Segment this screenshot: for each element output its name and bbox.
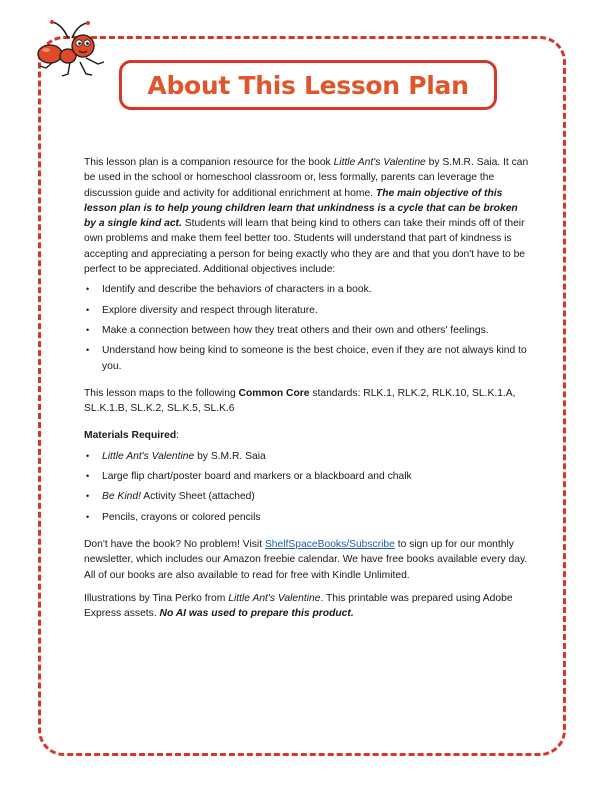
main-objective-emphasis: The main objective of this lesson plan is to help young children learn that unkindness is a cycle that can be broken by a single kind act. <box>84 187 518 230</box>
materials-heading-line <box>84 428 530 443</box>
materials-colon: : <box>176 430 180 442</box>
subscribe-link[interactable]: ShelfSpaceBooks/Subscribe <box>264 538 395 550</box>
materials-list <box>84 449 530 525</box>
activity-sheet-title: Be Kind! <box>102 491 141 503</box>
intro-text-2: by S.M.R. Saia. It can be used in the school or homeschool classroom or, less formally, parents can leverage the discussion guide and activity for additional enrichment at home. <box>84 157 529 199</box>
list-item: • Identify and describe the behaviors of characters in a book. <box>84 282 530 297</box>
list-item: • Explore diversity and respect through literature. <box>84 303 530 318</box>
standards-list: standards: RLK.1, RLK.2, RLK.10, SL.K.1.A, SL.K.1.B, SL.K.2, SL.K.5, SL.K.6 <box>84 387 516 415</box>
no-ai-statement: No AI was used to prepare this product. <box>159 608 354 620</box>
page-title: About This Lesson Plan <box>147 70 469 100</box>
list-item: • Large flip chart/poster board and markers or a blackboard and chalk <box>84 469 530 484</box>
book-title-italic: Little Ant's Valentine <box>333 157 426 168</box>
intro-text-1: This lesson plan is a companion resource for the book <box>84 157 334 168</box>
promo-text-1: Don't have the book? No problem! Visit <box>84 538 265 550</box>
credits-book-title: Little Ant's Valentine <box>228 592 321 604</box>
materials-heading: Materials Required <box>84 430 177 442</box>
list-item <box>84 449 530 464</box>
promo-paragraph <box>84 537 530 583</box>
list-item: • Pencils, crayons or colored pencils <box>84 510 530 525</box>
credits-paragraph <box>84 591 530 622</box>
objectives-list <box>84 282 530 373</box>
list-item: • Make a connection between how they treat others and their own and others' feelings. <box>84 323 530 338</box>
material-book-title: Little Ant's Valentine <box>102 450 195 462</box>
credits-text-1: Illustrations by Tina Perko from <box>84 592 229 604</box>
ant-mascot-icon <box>28 18 108 80</box>
standards-prefix: This lesson maps to the following <box>84 387 239 399</box>
standards-paragraph <box>84 386 530 417</box>
common-core-label: Common Core <box>238 387 310 399</box>
promo-text-2: to sign up for our monthly newsletter, which includes our Amazon freebie calendar. We have free books available every day. All of our books are also available to read for free with Kindle Unlimited. <box>84 538 528 581</box>
list-item: • Understand how being kind to someone is the best choice, even if they are not always kind to you. <box>84 343 530 374</box>
material-book-author: by S.M.R. Saia <box>194 450 266 462</box>
intro-paragraph <box>84 155 530 277</box>
title-banner <box>119 60 497 110</box>
activity-sheet-note: Activity Sheet (attached) <box>140 491 255 503</box>
lesson-content <box>84 155 530 621</box>
credits-text-2: . This printable was prepared using Adobe Express assets. <box>84 592 513 620</box>
list-item <box>84 489 530 504</box>
intro-text-3: Students will learn that being kind to others can take their minds off of their own problems and make them feel better too. Students will understand that part of kindness is accepting and appreciating a person for being exactly who they are and that you don't have to be perfect to be appreciated. Additional objectives include: <box>84 218 526 276</box>
